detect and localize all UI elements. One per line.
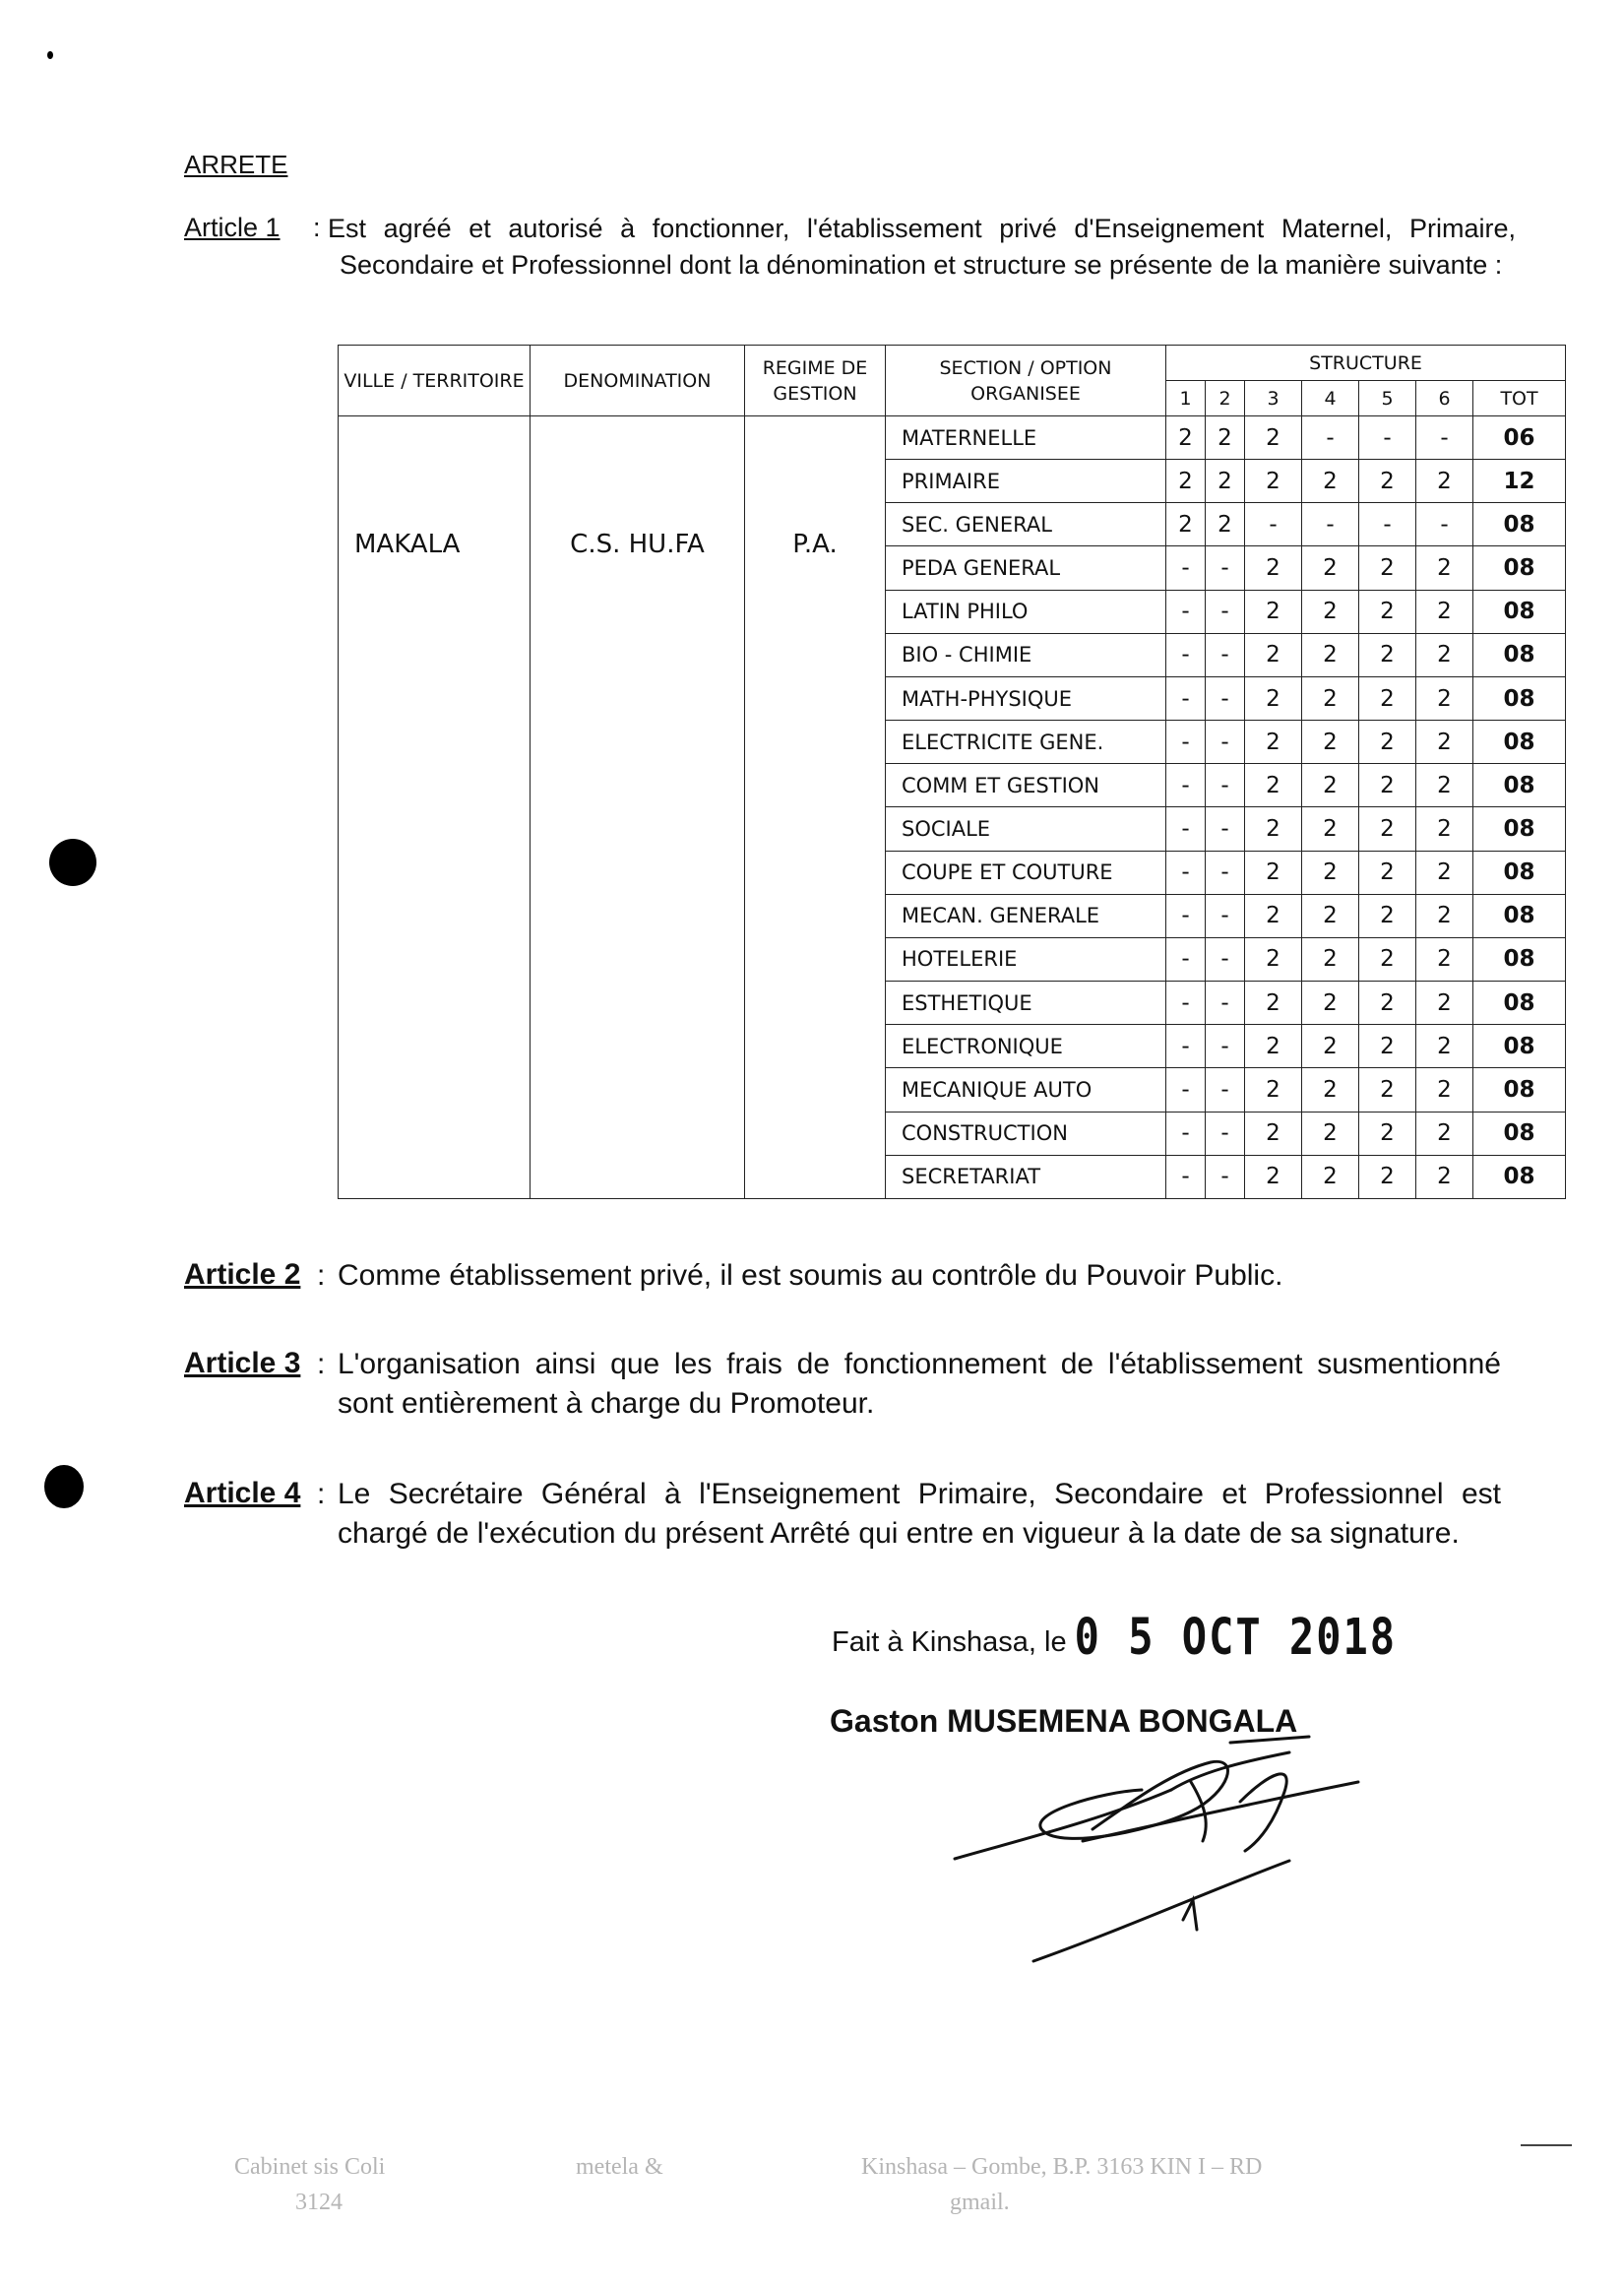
header-denomination: DENOMINATION [531,346,745,416]
level-1-cell: - [1166,546,1206,590]
level-4-cell: 2 [1302,676,1359,720]
level-6-cell: 2 [1416,1068,1473,1112]
header-col-tot: TOT [1473,381,1566,416]
level-4-cell: 2 [1302,764,1359,807]
level-1-cell: 2 [1166,503,1206,546]
level-5-cell: 2 [1359,894,1416,937]
level-3-cell: 2 [1245,416,1302,460]
total-cell: 08 [1473,503,1566,546]
section-cell: ELECTRICITE GENE. [886,721,1166,764]
article-2-text: Comme établissement privé, il est soumis au contrôle du Pouvoir Public. [338,1259,1283,1292]
level-2-cell: - [1206,764,1245,807]
total-cell: 08 [1473,937,1566,981]
level-1-cell: - [1166,937,1206,981]
level-2-cell: - [1206,1025,1245,1068]
place-date-line [832,1608,1398,1666]
level-6-cell: 2 [1416,894,1473,937]
level-6-cell: 2 [1416,1155,1473,1198]
level-4-cell: 2 [1302,937,1359,981]
section-cell: ESTHETIQUE [886,982,1166,1025]
header-col-3: 3 [1245,381,1302,416]
level-3-cell: 2 [1245,851,1302,894]
level-3-cell: 2 [1245,460,1302,503]
level-2-cell: - [1206,1155,1245,1198]
level-6-cell: 2 [1416,633,1473,676]
level-3-cell: 2 [1245,633,1302,676]
ville-cell: MAKALA [339,416,531,1199]
section-cell: HOTELERIE [886,937,1166,981]
section-cell: BIO - CHIMIE [886,633,1166,676]
footer-line1-a: Cabinet sis Coli [234,2154,386,2180]
level-6-cell: 2 [1416,982,1473,1025]
level-4-cell: 2 [1302,1112,1359,1155]
total-cell: 08 [1473,982,1566,1025]
section-cell: MECANIQUE AUTO [886,1068,1166,1112]
level-6-cell: - [1416,503,1473,546]
section-cell: COUPE ET COUTURE [886,851,1166,894]
total-cell: 08 [1473,1025,1566,1068]
level-1-cell: - [1166,721,1206,764]
level-5-cell: - [1359,503,1416,546]
level-1-cell: - [1166,1155,1206,1198]
article-3-label: Article 3 [184,1347,301,1379]
level-6-cell: 2 [1416,676,1473,720]
header-col-2: 2 [1206,381,1245,416]
level-4-cell: 2 [1302,1155,1359,1198]
total-cell: 08 [1473,894,1566,937]
level-1-cell: - [1166,633,1206,676]
level-4-cell: 2 [1302,721,1359,764]
level-3-cell: 2 [1245,982,1302,1025]
level-4-cell: 2 [1302,1068,1359,1112]
level-5-cell: 2 [1359,851,1416,894]
level-2-cell: - [1206,546,1245,590]
level-5-cell: 2 [1359,807,1416,851]
level-1-cell: - [1166,764,1206,807]
level-6-cell: 2 [1416,764,1473,807]
scan-mark [47,51,53,59]
total-cell: 08 [1473,851,1566,894]
total-cell: 08 [1473,676,1566,720]
place-label: Fait à Kinshasa, le [832,1626,1067,1658]
header-col-1: 1 [1166,381,1206,416]
date-stamp: 0 5 OCT 2018 [1074,1608,1398,1666]
level-1-cell: - [1166,676,1206,720]
level-6-cell: 2 [1416,1025,1473,1068]
footer-line1-b: metela & [576,2154,663,2180]
level-2-cell: 2 [1206,460,1245,503]
level-2-cell: - [1206,982,1245,1025]
total-cell: 12 [1473,460,1566,503]
level-1-cell: - [1166,1112,1206,1155]
level-6-cell: 2 [1416,851,1473,894]
level-5-cell: 2 [1359,1155,1416,1198]
level-2-cell: - [1206,807,1245,851]
level-5-cell: 2 [1359,676,1416,720]
level-4-cell: 2 [1302,851,1359,894]
structure-table [338,345,1565,1199]
article-1-label: Article 1 [184,213,281,242]
total-cell: 08 [1473,633,1566,676]
level-5-cell: 2 [1359,721,1416,764]
level-6-cell: 2 [1416,721,1473,764]
level-2-cell: - [1206,590,1245,633]
article-3-separator: : [317,1348,326,1380]
decree-heading: ARRETE [184,150,288,179]
handwritten-signature [945,1733,1417,2018]
level-1-cell: - [1166,1068,1206,1112]
level-5-cell: 2 [1359,937,1416,981]
level-3-cell: 2 [1245,937,1302,981]
regime-cell: P.A. [745,416,886,1199]
level-5-cell: 2 [1359,1112,1416,1155]
level-5-cell: 2 [1359,590,1416,633]
level-4-cell: 2 [1302,1025,1359,1068]
section-cell: SOCIALE [886,807,1166,851]
article-3-text: L'organisation ainsi que les frais de fonctionnement de l'établissement susmentionné sont entièrement à charge du Promoteur. [338,1348,1501,1420]
section-cell: COMM ET GESTION [886,764,1166,807]
level-4-cell: - [1302,503,1359,546]
level-6-cell: 2 [1416,460,1473,503]
total-cell: 08 [1473,721,1566,764]
total-cell: 08 [1473,807,1566,851]
level-3-cell: 2 [1245,894,1302,937]
level-3-cell: - [1245,503,1302,546]
level-5-cell: - [1359,416,1416,460]
section-cell: PEDA GENERAL [886,546,1166,590]
level-3-cell: 2 [1245,1155,1302,1198]
level-3-cell: 2 [1245,590,1302,633]
level-1-cell: - [1166,982,1206,1025]
level-2-cell: - [1206,676,1245,720]
signer-name: Gaston MUSEMENA BONGALA [830,1703,1298,1739]
level-5-cell: 2 [1359,1025,1416,1068]
level-1-cell: - [1166,1025,1206,1068]
header-regime: REGIME DE GESTION [745,346,886,416]
section-cell: MATH-PHYSIQUE [886,676,1166,720]
article-1-separator: : [313,213,321,242]
section-cell: SECRETARIAT [886,1155,1166,1198]
article-4-separator: : [317,1478,326,1510]
footer-rule [1521,2144,1572,2146]
total-cell: 06 [1473,416,1566,460]
level-5-cell: 2 [1359,546,1416,590]
table-row [339,416,1566,460]
total-cell: 08 [1473,764,1566,807]
article-4-label: Article 4 [184,1477,301,1509]
level-6-cell: 2 [1416,546,1473,590]
header-col-5: 5 [1359,381,1416,416]
level-3-cell: 2 [1245,676,1302,720]
level-1-cell: - [1166,851,1206,894]
level-1-cell: 2 [1166,416,1206,460]
level-1-cell: 2 [1166,460,1206,503]
level-3-cell: 2 [1245,721,1302,764]
level-5-cell: 2 [1359,1068,1416,1112]
section-cell: SEC. GENERAL [886,503,1166,546]
total-cell: 08 [1473,1155,1566,1198]
header-col-4: 4 [1302,381,1359,416]
section-cell: MECAN. GENERALE [886,894,1166,937]
level-6-cell: - [1416,416,1473,460]
level-3-cell: 2 [1245,1025,1302,1068]
total-cell: 08 [1473,546,1566,590]
punch-hole-bottom [44,1465,84,1508]
level-5-cell: 2 [1359,982,1416,1025]
level-1-cell: - [1166,894,1206,937]
section-cell: ELECTRONIQUE [886,1025,1166,1068]
header-section: SECTION / OPTION ORGANISEE [886,346,1166,416]
level-4-cell: 2 [1302,633,1359,676]
level-4-cell: 2 [1302,590,1359,633]
level-4-cell: 2 [1302,807,1359,851]
total-cell: 08 [1473,1068,1566,1112]
level-3-cell: 2 [1245,764,1302,807]
level-2-cell: - [1206,633,1245,676]
level-2-cell: 2 [1206,416,1245,460]
article-1-text: Est agréé et autorisé à fonctionner, l'établissement privé d'Enseignement Maternel, Primaire, Secondaire et Professionnel dont la dénomination et structure se présente de la manière suivante : [328,214,1516,280]
level-4-cell: 2 [1302,982,1359,1025]
section-cell: MATERNELLE [886,416,1166,460]
level-6-cell: 2 [1416,1112,1473,1155]
article-2-label: Article 2 [184,1258,301,1291]
level-2-cell: 2 [1206,503,1245,546]
level-4-cell: 2 [1302,894,1359,937]
level-4-cell: 2 [1302,546,1359,590]
level-5-cell: 2 [1359,764,1416,807]
article-4-text: Le Secrétaire Général à l'Enseignement Primaire, Secondaire et Professionnel est chargé de l'exécution du présent Arrêté qui entre en vigueur à la date de sa signature. [338,1478,1501,1550]
level-1-cell: - [1166,590,1206,633]
level-6-cell: 2 [1416,807,1473,851]
level-4-cell: 2 [1302,460,1359,503]
denomination-cell: C.S. HU.FA [531,416,745,1199]
level-2-cell: - [1206,851,1245,894]
header-col-6: 6 [1416,381,1473,416]
footer-line2-b: gmail. [950,2190,1010,2215]
total-cell: 08 [1473,590,1566,633]
section-cell: PRIMAIRE [886,460,1166,503]
article-2-separator: : [317,1259,326,1292]
level-5-cell: 2 [1359,633,1416,676]
level-5-cell: 2 [1359,460,1416,503]
level-2-cell: - [1206,1068,1245,1112]
level-6-cell: 2 [1416,590,1473,633]
level-2-cell: - [1206,894,1245,937]
level-3-cell: 2 [1245,807,1302,851]
section-cell: CONSTRUCTION [886,1112,1166,1155]
level-2-cell: - [1206,1112,1245,1155]
level-1-cell: - [1166,807,1206,851]
section-cell: LATIN PHILO [886,590,1166,633]
level-2-cell: - [1206,721,1245,764]
header-structure: STRUCTURE [1166,346,1566,381]
level-3-cell: 2 [1245,1068,1302,1112]
level-2-cell: - [1206,937,1245,981]
level-6-cell: 2 [1416,937,1473,981]
footer-line2-a: 3124 [295,2190,343,2215]
total-cell: 08 [1473,1112,1566,1155]
level-3-cell: 2 [1245,546,1302,590]
level-4-cell: - [1302,416,1359,460]
level-3-cell: 2 [1245,1112,1302,1155]
header-ville: VILLE / TERRITOIRE [339,346,531,416]
footer-line1-c: Kinshasa – Gombe, B.P. 3163 KIN I – RD [861,2154,1263,2180]
punch-hole-top [49,839,96,886]
